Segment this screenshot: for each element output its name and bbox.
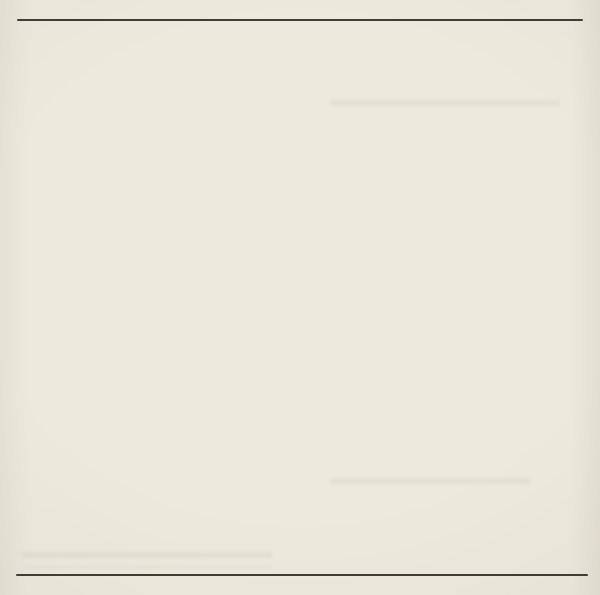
page-bleed-through [330, 100, 560, 113]
top-divider-line [17, 19, 583, 21]
page-bleed-through [22, 552, 272, 568]
page-bleed-through [330, 478, 530, 491]
bottom-divider-line [16, 574, 588, 576]
